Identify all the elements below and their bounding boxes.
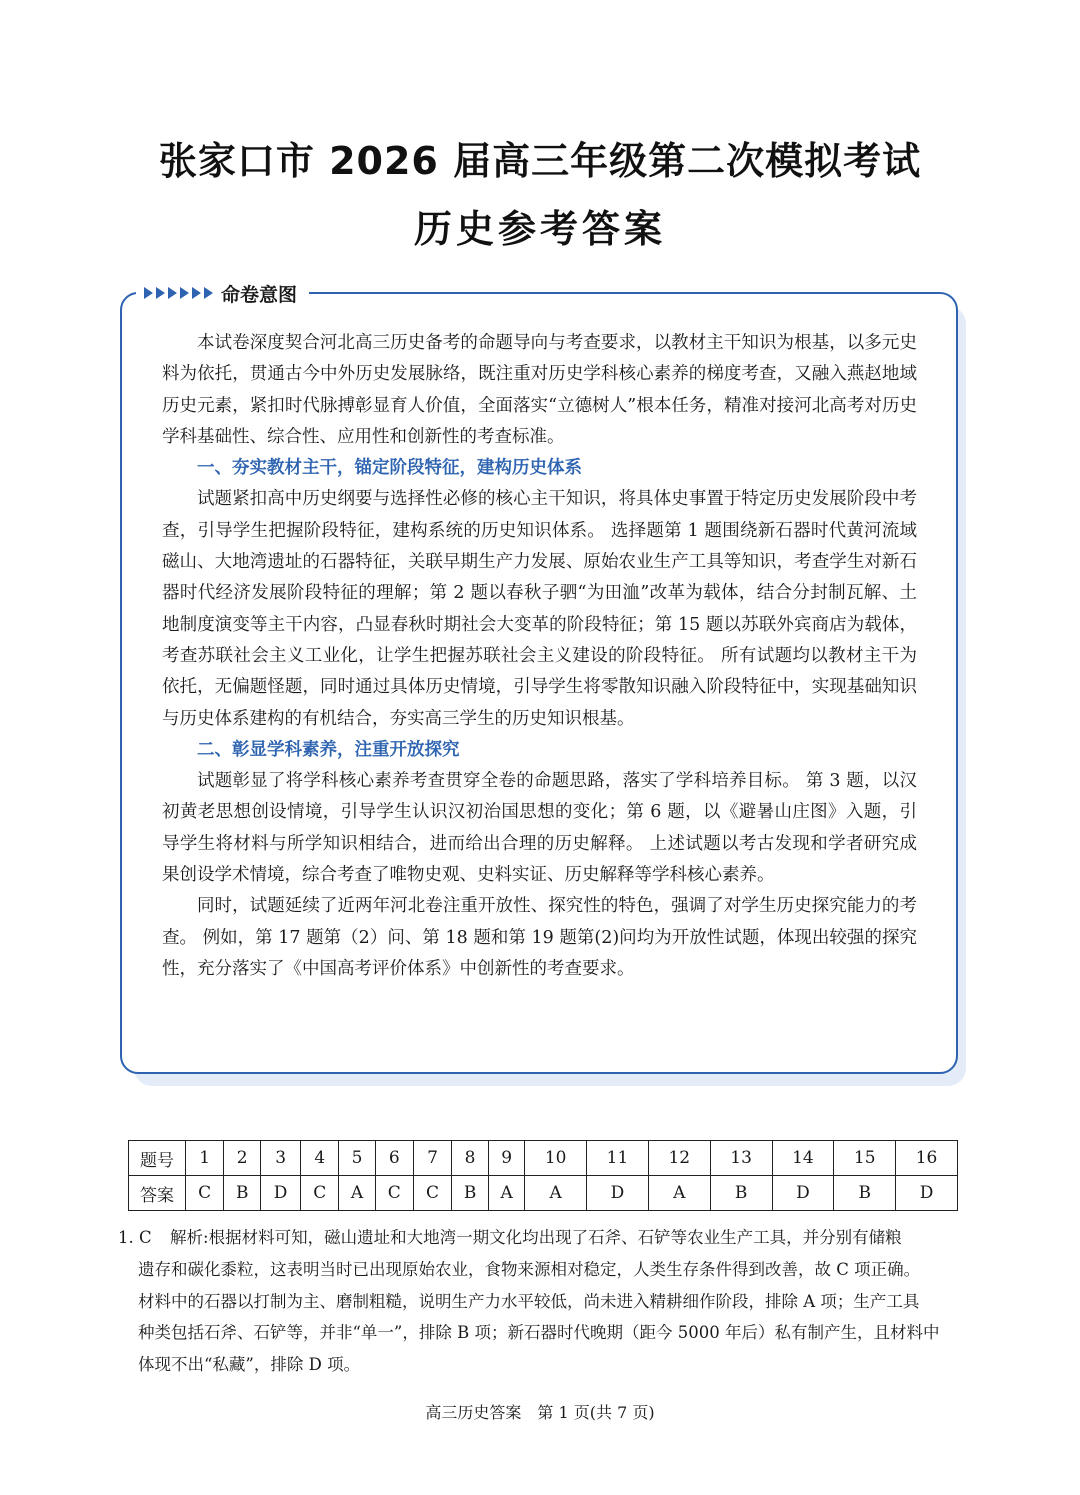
question-number-cell: 12 bbox=[648, 1141, 710, 1176]
explanation-line: 体现不出“私藏”，排除 D 项。 bbox=[138, 1355, 361, 1375]
explanation-label: 解析: bbox=[170, 1228, 209, 1247]
question-number-cell: 1 bbox=[186, 1141, 224, 1176]
intent-heading-2: 二、彰显学科素养，注重开放探究 bbox=[197, 739, 460, 760]
explanation-block bbox=[118, 1222, 970, 1381]
question-number-cell: 16 bbox=[896, 1141, 958, 1176]
answer-cell: C bbox=[413, 1176, 451, 1211]
question-number-cell: 3 bbox=[261, 1141, 301, 1176]
answer-cell: C bbox=[375, 1176, 413, 1211]
answer-cell: D bbox=[261, 1176, 301, 1211]
intent-title: 命卷意图 bbox=[221, 283, 298, 306]
answer-cell: B bbox=[452, 1176, 489, 1211]
answer-cell: A bbox=[339, 1176, 375, 1211]
intent-paragraph-3: 试题彰显了将学科核心素养考查贯穿全卷的命题思路，落实了学科培养目标。 第 3 题，以汉初黄老思想创设情境，引导学生认识汉初治国思想的变化；第 6 题，以《避暑山庄图》入题，引导学生将材料与所学知识相结合，进而给出合理的历史解释。 上述试题以考古发现和学者研究成果创设学术情境，综合考查了唯物史观、史料实证、历史解释等学科核心素养。 bbox=[162, 771, 917, 886]
answer-cell: A bbox=[489, 1176, 525, 1211]
question-number-cell: 13 bbox=[710, 1141, 772, 1176]
explanation-line: 材料中的石器以打制为主、磨制粗糙，说明生产力水平较低，尚未进入精耕细作阶段，排除 A 项；生产工具 bbox=[138, 1291, 920, 1311]
question-number-label: 题号 bbox=[129, 1141, 186, 1176]
answer-cell: D bbox=[896, 1176, 958, 1211]
explanation-line: 遗存和碳化黍粒，这表明当时已出现原始农业，食物来源相对稳定，人类生存条件得到改善，故 C 项正确。 bbox=[138, 1259, 921, 1279]
question-number-cell: 6 bbox=[375, 1141, 413, 1176]
answer-cell: C bbox=[186, 1176, 224, 1211]
intent-paragraph-1: 本试卷深度契合河北高三历史备考的命题导向与考查要求，以教材主干知识为根基，以多元史料为依托，贯通古今中外历史发展脉络，既注重对历史学科核心素养的梯度考查，又融入燕赵地域历史元素，紧扣时代脉搏彰显育人价值，全面落实“立德树人”根本任务，精准对接河北高考对历史学科基础性、综合性、应用性和创新性的考查标准。 bbox=[162, 333, 917, 447]
question-number-cell: 2 bbox=[224, 1141, 261, 1176]
answer-cell: B bbox=[710, 1176, 772, 1211]
question-number-cell: 14 bbox=[772, 1141, 834, 1176]
answer-cell: D bbox=[772, 1176, 834, 1211]
question-number-row bbox=[129, 1141, 958, 1176]
answer-cell: D bbox=[587, 1176, 649, 1211]
intent-content bbox=[162, 328, 917, 985]
intent-paragraph-4: 同时，试题延续了近两年河北卷注重开放性、探究性的特色，强调了对学生历史探究能力的考查。 例如，第 17 题第（2）问、第 18 题和第 19 题第(2)问均为开放性试题，体现出较强的探究性，充分落实了《中国高考评价体系》中创新性的考查要求。 bbox=[162, 896, 917, 979]
exam-title: 张家口市 2026 届高三年级第二次模拟考试 bbox=[158, 139, 922, 183]
question-number-cell: 11 bbox=[587, 1141, 649, 1176]
answer-cell: B bbox=[224, 1176, 261, 1211]
answer-cell: A bbox=[648, 1176, 710, 1211]
exam-subtitle: 历史参考答案 bbox=[413, 207, 666, 251]
question-number-cell: 9 bbox=[489, 1141, 525, 1176]
arrow-decoration-icon bbox=[144, 287, 213, 299]
question-number-cell: 4 bbox=[301, 1141, 339, 1176]
answer-label: 答案 bbox=[129, 1176, 186, 1211]
explanation-line bbox=[118, 1222, 970, 1254]
question-number-cell: 10 bbox=[525, 1141, 587, 1176]
intent-heading-1: 一、夯实教材主干，锚定阶段特征，建构历史体系 bbox=[197, 458, 582, 479]
intent-paragraph-2: 试题紧扣高中历史纲要与选择性必修的核心主干知识，将具体史事置于特定历史发展阶段中考查，引导学生把握阶段特征，建构系统的历史知识体系。 选择题第 1 题围绕新石器时代黄河流域磁山、大地湾遗址的石器特征，关联早期生产力发展、原始农业生产工具等知识，考查学生对新石器时代经济发展阶段特征的理解；第 2 题以春秋子驷“为田洫”改革为载体，结合分封制瓦解、土地制度演变等主干内容，凸显春秋时期社会大变革的阶段特征；第 15 题以苏联外宾商店为载体，考查苏联社会主义工业化，让学生把握苏联社会主义建设的阶段特征。 所有试题均以教材主干为依托，无偏题怪题，同时通过具体历史情境，引导学生将零散知识融入阶段特征中，实现基础知识与历史体系建构的有机结合，夯实高三学生的历史知识根基。 bbox=[162, 489, 917, 729]
page-footer: 高三历史答案 第 1 页(共 7 页) bbox=[425, 1403, 655, 1422]
question-number-cell: 5 bbox=[339, 1141, 375, 1176]
answer-cell: A bbox=[525, 1176, 587, 1211]
question-answer-number: 1. C bbox=[118, 1228, 152, 1247]
intent-header bbox=[136, 278, 309, 308]
answer-cell: B bbox=[834, 1176, 896, 1211]
answer-row bbox=[129, 1176, 958, 1211]
explanation-text: 根据材料可知，磁山遗址和大地湾一期文化均出现了石斧、石铲等农业生产工具，并分别有储粮 bbox=[208, 1228, 902, 1247]
question-number-cell: 15 bbox=[834, 1141, 896, 1176]
question-number-cell: 7 bbox=[413, 1141, 451, 1176]
answer-table bbox=[128, 1140, 958, 1211]
explanation-line: 种类包括石斧、石铲等，并非“单一”，排除 B 项；新石器时代晚期（距今 5000 年后）私有制产生，且材料中 bbox=[138, 1323, 940, 1343]
answer-cell: C bbox=[301, 1176, 339, 1211]
question-number-cell: 8 bbox=[452, 1141, 489, 1176]
